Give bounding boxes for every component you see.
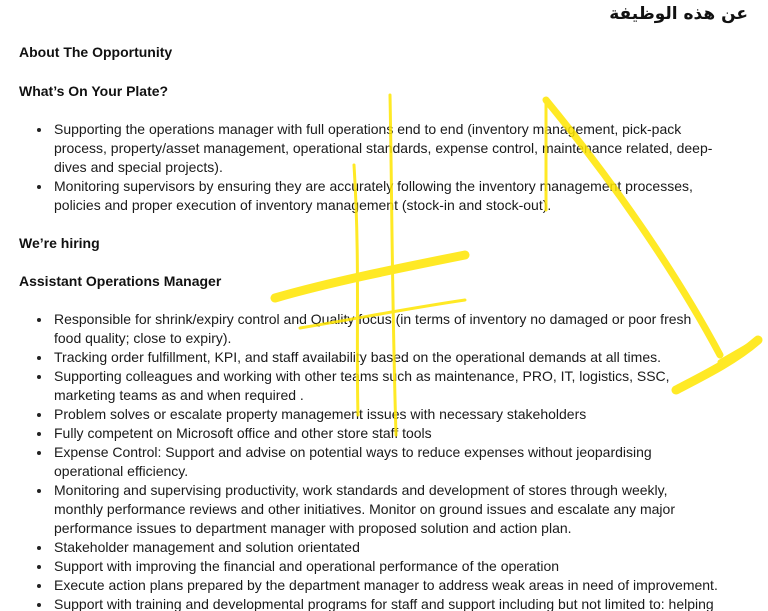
plate-heading: What’s On Your Plate? (19, 83, 169, 99)
list-item-text: Tracking order fulfillment, KPI, and staff availability based on the operational demands at all times. (54, 349, 661, 365)
list-item-text: Expense Control: Support and advise on potential ways to reduce expenses without jeopardising operational efficiency. (54, 444, 652, 479)
list-item-text: Support with training and developmental programs for staff and support including but not limited to: helping (54, 596, 714, 611)
about-heading: About The Opportunity (19, 44, 173, 60)
role-title: Assistant Operations Manager (19, 273, 222, 289)
list-item (19, 481, 719, 538)
list-item (19, 405, 719, 424)
list-item (19, 557, 719, 576)
list-item (19, 177, 719, 215)
list-item (19, 120, 719, 177)
role-duties-list (19, 310, 719, 611)
list-item-text: Execute action plans prepared by the department manager to address weak areas in need of improvement. (54, 577, 718, 593)
job-content (19, 40, 719, 611)
list-item (19, 310, 719, 348)
list-item (19, 576, 719, 595)
list-item (19, 538, 719, 557)
list-item (19, 367, 719, 405)
list-item-text: Problem solves or escalate property management issues with necessary stakeholders (54, 406, 587, 422)
list-item-text: Fully competent on Microsoft office and other store staff tools (54, 425, 432, 441)
list-item (19, 348, 719, 367)
arrow-stroke (720, 340, 758, 362)
hiring-heading: We’re hiring (19, 235, 100, 251)
list-item-text: Supporting the operations manager with full operations end to end (inventory management, pick-pack process, property/asset management, operational standards, expense control, maintenance related, deep-dives and special projects). (54, 121, 713, 175)
list-item-text: Stakeholder management and solution orientated (54, 539, 360, 555)
list-item-text: Supporting colleagues and working with other teams such as maintenance, PRO, IT, logistics, SSC, marketing teams as and when required . (54, 368, 670, 403)
list-item (19, 443, 719, 481)
list-item (19, 595, 719, 611)
list-item-text: Support with improving the financial and operational performance of the operation (54, 558, 560, 574)
list-item (19, 424, 719, 443)
list-item-text: Monitoring supervisors by ensuring they are accurately following the inventory management processes, policies and proper execution of inventory management (stock-in and stock-out). (54, 178, 693, 213)
list-item-text: Monitoring and supervising productivity, work standards and development of stores through weekly, monthly performance reviews and other initiatives. Monitor on ground issues and escalate any major performance issues to department manager with proposed solution and action plan. (54, 482, 675, 536)
arabic-section-title: عن هذه الوظيفة (609, 4, 748, 24)
list-item-text: Responsible for shrink/expiry control and Quality focus (in terms of inventory no damaged or poor fresh food quality; close to expiry). (54, 311, 692, 346)
responsibilities-list (19, 120, 719, 215)
